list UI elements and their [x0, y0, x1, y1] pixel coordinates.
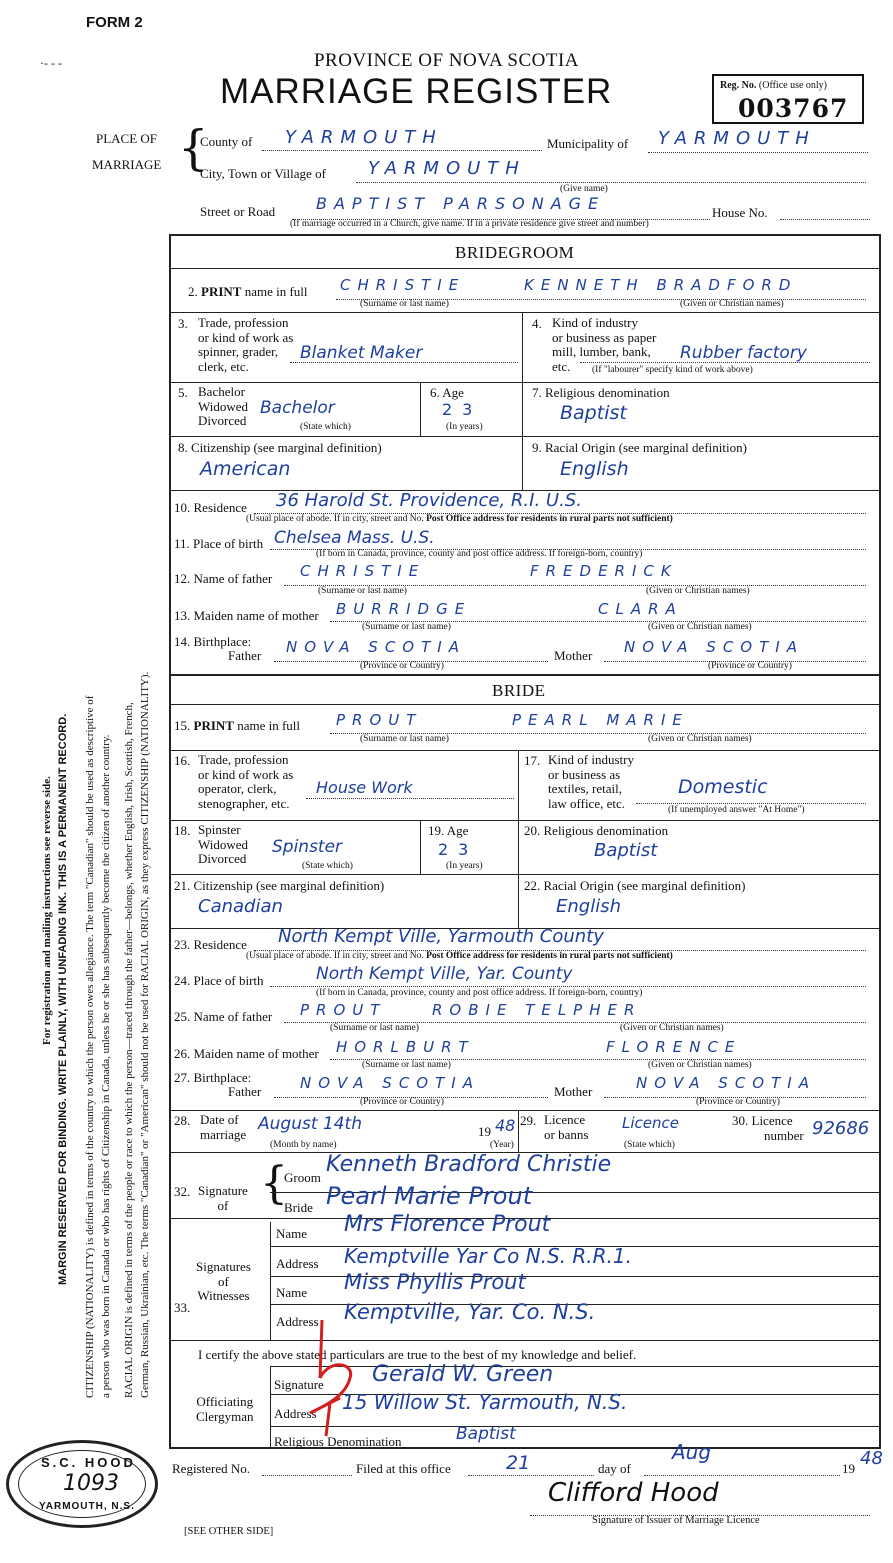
- bride-prov-cap-1: (Province or Country): [360, 1097, 444, 1107]
- groom-father-given: FREDERICK: [530, 562, 678, 580]
- groom-prov-cap-2: (Province or Country): [708, 661, 792, 671]
- county-label: County of: [200, 134, 253, 149]
- groom-father-birthplace: NOVA SCOTIA: [286, 638, 466, 656]
- groom-residence-note: (Usual place of abode. If in city, street and No. Post Office address for residents in rural parts not sufficient): [246, 514, 673, 524]
- bride-racial: English: [556, 896, 621, 917]
- groom-industry: Rubber factory: [680, 343, 807, 363]
- bride-citizenship-label: 21. Citizenship (see marginal definition): [174, 878, 385, 893]
- clergy-address: 15 Willow St. Yarmouth, N.S.: [342, 1390, 628, 1414]
- clergy-label: Officiating Clergyman: [196, 1394, 254, 1424]
- groom-given: KENNETH BRADFORD: [524, 276, 798, 294]
- groom-status: Bachelor: [260, 398, 335, 418]
- witness-label: Signatures of Witnesses: [196, 1259, 251, 1303]
- groom-racial-label: 9. Racial Origin (see marginal definition): [532, 440, 747, 455]
- groom-father-surname: CHRISTIE: [300, 562, 426, 580]
- bride-father-given: ROBIE TELPHER: [432, 1001, 642, 1019]
- bride-age: 23: [438, 840, 479, 859]
- groom-father-given-cap: (Given or Christian names): [646, 586, 750, 596]
- bride-status-label: Spinster Widowed Divorced: [198, 822, 249, 866]
- bride-heading: BRIDE: [492, 681, 546, 700]
- groom-father-bp-label: Father: [228, 648, 262, 663]
- page-title: MARRIAGE REGISTER: [220, 72, 613, 111]
- groom-signature: Kenneth Bradford Christie: [326, 1152, 612, 1177]
- bride-trade-num: 16.: [174, 753, 191, 768]
- groom-mother-birthplace: NOVA SCOTIA: [624, 638, 804, 656]
- groom-age: 23: [442, 400, 483, 419]
- filed-label: Filed at this office: [356, 1461, 451, 1476]
- witness1-name: Mrs Florence Prout: [344, 1212, 551, 1237]
- witness2-name-label: Name: [276, 1285, 308, 1300]
- bride-religion-label: 20. Religious denomination: [524, 823, 669, 838]
- witness1-name-label: Name: [276, 1226, 308, 1241]
- year-caption: (Year): [490, 1140, 514, 1150]
- filed-19: 19: [842, 1461, 855, 1476]
- groom-industry-label: Kind of industry or business as paper mill, lumber, bank, etc.: [552, 315, 657, 374]
- sig-num: 32.: [174, 1184, 191, 1199]
- clergy-address-label: Address: [274, 1406, 317, 1421]
- bride-sig-label: Bride: [284, 1200, 313, 1215]
- groom-mother-label: 13. Maiden name of mother: [174, 608, 319, 623]
- bride-citizenship: Canadian: [198, 896, 283, 917]
- witness1-address-label: Address: [276, 1256, 319, 1271]
- groom-given-caption: (Given or Christian names): [680, 299, 784, 309]
- licence-number: 92686: [812, 1118, 870, 1139]
- street-label: Street or Road: [200, 204, 276, 219]
- bride-industry-num: 17.: [524, 753, 541, 768]
- bride-birth-note: (If born in Canada, province, county and post office address. If foreign-born, country): [316, 988, 643, 998]
- groom-mother-given-cap: (Given or Christian names): [648, 622, 752, 632]
- groom-trade-num: 3.: [178, 316, 188, 331]
- bride-father-given-cap: (Given or Christian names): [620, 1023, 724, 1033]
- bride-birthplace: North Kempt Ville, Yar. County: [316, 964, 573, 984]
- licence-state-which: (State which): [624, 1140, 675, 1150]
- groom-status-num: 5.: [178, 385, 188, 400]
- witness2-address-label: Address: [276, 1314, 319, 1329]
- groom-citizenship: American: [200, 458, 291, 480]
- sig-brace: {: [260, 1158, 288, 1209]
- date-label: Date of marriage: [200, 1112, 247, 1142]
- witness-num: 33.: [174, 1300, 191, 1315]
- bride-given-caption: (Given or Christian names): [648, 734, 752, 744]
- house-label: House No.: [712, 205, 768, 220]
- give-name-note: (Give name): [560, 184, 608, 194]
- bride-father-label: 25. Name of father: [174, 1009, 273, 1024]
- groom-age-label: 6. Age: [430, 385, 464, 400]
- groom-mother-surname: BURRIDGE: [336, 600, 472, 618]
- sig-label: Signature of: [198, 1183, 248, 1213]
- seal-top-text: S.C. HOOD: [41, 1455, 136, 1470]
- issuer-caption: Signature of Issuer of Marriage Licence: [592, 1515, 760, 1526]
- day-of-label: day of: [598, 1461, 631, 1476]
- filed-year: 48: [860, 1448, 883, 1469]
- bride-status-num: 18.: [174, 823, 191, 838]
- municipality-value: YARMOUTH: [658, 128, 816, 149]
- bride-mother-birthplace: NOVA SCOTIA: [636, 1074, 816, 1092]
- bride-trade: House Work: [316, 778, 413, 797]
- county-value: YARMOUTH: [285, 127, 443, 148]
- street-note: (If marriage occurred in a Church, give name. If in a private residence give street and number): [290, 219, 649, 229]
- groom-sig-label: Groom: [284, 1170, 321, 1185]
- margin-line-2: MARGIN RESERVED FOR BINDING. WRITE PLAINLY, WITH UNFADING INK. THIS IS A PERMANENT RECORD.: [57, 713, 69, 1285]
- groom-state-which: (State which): [300, 422, 351, 432]
- form-number: FORM 2: [86, 14, 143, 31]
- margin-line-4: a person who was born in Canada or who has rights of Citizenship in Canada, unless he or she has subsequently become the citizen of another country.: [100, 734, 112, 1398]
- reg-number: 003767: [738, 94, 849, 123]
- bride-mother-given: FLORENCE: [606, 1038, 742, 1056]
- groom-status-label: Bachelor Widowed Divorced: [198, 384, 249, 428]
- clergy-denomination-label: Religious Denomination: [274, 1434, 402, 1449]
- bride-surname: PROUT: [336, 711, 423, 729]
- groom-birth-note: (If born in Canada, province, county and post office address. If foreign-born, country): [316, 549, 643, 559]
- bride-signature: Pearl Marie Prout: [326, 1182, 533, 1210]
- groom-birthplace: Chelsea Mass. U.S.: [274, 528, 435, 548]
- licence-type: Licence: [622, 1114, 679, 1132]
- bride-father-birthplace: NOVA SCOTIA: [300, 1074, 480, 1092]
- groom-name-label: 2. PRINT name in full: [188, 284, 308, 299]
- groom-industry-num: 4.: [532, 316, 542, 331]
- bride-industry-label: Kind of industry or business as textiles, retail, law office, etc.: [548, 752, 634, 811]
- groom-father-label: 12. Name of father: [174, 571, 273, 586]
- month-caption: (Month by name): [270, 1140, 337, 1150]
- groom-citizenship-label: 8. Citizenship (see marginal definition): [178, 440, 382, 455]
- groom-surname: CHRISTIE: [340, 276, 466, 294]
- filed-day: 21: [506, 1452, 531, 1474]
- groom-trade: Blanket Maker: [300, 343, 423, 363]
- groom-trade-label: Trade, profession or kind of work as spinner, grader, clerk, etc.: [198, 315, 294, 374]
- see-other-side: [SEE OTHER SIDE]: [184, 1526, 274, 1537]
- registered-no-label: Registered No.: [172, 1461, 250, 1476]
- bride-racial-label: 22. Racial Origin (see marginal definition): [524, 878, 746, 893]
- bride-mother-surname: HORLBURT: [336, 1038, 475, 1056]
- bride-in-years: (In years): [446, 861, 483, 871]
- bride-birthplace-label: 24. Place of birth: [174, 973, 264, 988]
- groom-racial: English: [560, 458, 629, 480]
- groom-prov-cap-1: (Province or Country): [360, 661, 444, 671]
- decorative-mark: ·- - -: [40, 56, 62, 70]
- bride-religion: Baptist: [594, 840, 658, 861]
- bride-mother-surname-cap: (Surname or last name): [362, 1060, 451, 1070]
- bride-mother-bp-label: Mother: [554, 1084, 593, 1099]
- witness2-address: Kemptville, Yar. Co. N.S.: [344, 1300, 596, 1324]
- margin-line-1: For registration and mailing instructions see reverse side.: [41, 776, 53, 1045]
- groom-residence: 36 Harold St. Providence, R.I. U.S.: [276, 490, 582, 511]
- seal-bottom-text: YARMOUTH, N.S.: [39, 1501, 135, 1512]
- marriage-year: 48: [495, 1116, 516, 1135]
- unemployed-note: (If unemployed answer "At Home"): [668, 805, 805, 815]
- licence-label: Licence or banns: [544, 1112, 589, 1142]
- bride-prov-cap-2: (Province or Country): [696, 1097, 780, 1107]
- issuer-signature: Clifford Hood: [548, 1478, 719, 1508]
- licence-number-label-2: number: [764, 1128, 804, 1143]
- witness2-name: Miss Phyllis Prout: [344, 1270, 526, 1294]
- bride-state-which: (State which): [302, 861, 353, 871]
- margin-line-5: RACIAL ORIGIN is defined in terms of the people or race to which the person—traced through the father—belongs, whether English, Irish, Scottish, French,: [123, 702, 135, 1398]
- city-value: YARMOUTH: [368, 158, 526, 179]
- groom-mother-bp-label: Mother: [554, 648, 593, 663]
- city-label: City, Town or Village of: [200, 166, 326, 181]
- reg-label: Reg. No. (Office use only): [720, 80, 828, 91]
- licence-number-label: 30. Licence: [732, 1113, 793, 1128]
- groom-surname-caption: (Surname or last name): [360, 299, 449, 309]
- bride-residence-label: 23. Residence: [174, 937, 247, 952]
- groom-birthplace-label: 11. Place of birth: [174, 536, 264, 551]
- red-check-mark: [300, 1318, 370, 1438]
- groom-mother-given: CLARA: [598, 600, 683, 618]
- groom-father-surname-cap: (Surname or last name): [318, 586, 407, 596]
- place-label-2: MARRIAGE: [92, 157, 162, 172]
- bride-residence-note: (Usual place of abode. If in city, street and No. Post Office address for residents in rural parts not sufficient): [246, 951, 673, 961]
- bride-industry: Domestic: [678, 776, 768, 798]
- marriage-date: August 14th: [258, 1114, 362, 1134]
- groom-religion: Baptist: [560, 402, 627, 424]
- bride-birthplace27-label: 27. Birthplace:: [174, 1070, 252, 1085]
- bride-given: PEARL MARIE: [512, 711, 689, 729]
- reg-number-box: [712, 74, 864, 124]
- municipality-label: Municipality of: [547, 136, 629, 151]
- clergy-signature: Gerald W. Green: [372, 1362, 554, 1387]
- filed-month: Aug: [672, 1440, 712, 1464]
- official-seal: [6, 1440, 158, 1528]
- marriage-year-19: 19: [478, 1124, 491, 1139]
- certify-statement: I certify the above stated particulars are true to the best of my knowledge and belief.: [198, 1347, 637, 1362]
- place-label-1: PLACE OF: [96, 131, 158, 146]
- licence-num: 29.: [520, 1113, 537, 1128]
- street-value: BAPTIST PARSONAGE: [316, 194, 606, 213]
- bride-age-label: 19. Age: [428, 823, 469, 838]
- province-title: PROVINCE OF NOVA SCOTIA: [313, 50, 580, 71]
- clergy-sig-label: Signature: [274, 1377, 324, 1392]
- bride-father-bp-label: Father: [228, 1084, 262, 1099]
- margin-line-3: CITIZENSHIP (NATIONALITY) is defined in terms of the country to which the person owes allegiance. The term "Canadian" should be used as descriptive of: [84, 695, 96, 1398]
- bride-surname-caption: (Surname or last name): [360, 734, 449, 744]
- witness1-address: Kemptville Yar Co N.S. R.R.1.: [344, 1244, 632, 1268]
- groom-birthplace14-label: 14. Birthplace:: [174, 634, 252, 649]
- groom-residence-label: 10. Residence: [174, 500, 247, 515]
- seal-number: 1093: [63, 1471, 119, 1496]
- bridegroom-heading: BRIDEGROOM: [455, 243, 575, 262]
- bride-mother-label: 26. Maiden name of mother: [174, 1046, 319, 1061]
- groom-in-years: (In years): [446, 422, 483, 432]
- place-brace: {: [178, 120, 209, 176]
- margin-line-6: German, Russian, Ukrainian, etc. The terms "Canadian" or "American" should not be used for RACIAL ORIGIN, as they express CITIZENSHIP (NATIONALITY).: [139, 671, 151, 1398]
- bride-father-surname: PROUT: [300, 1001, 387, 1019]
- bride-mother-given-cap: (Given or Christian names): [648, 1060, 752, 1070]
- clergy-denomination: Baptist: [456, 1424, 516, 1444]
- bride-status: Spinster: [272, 837, 343, 857]
- bride-residence: North Kempt Ville, Yarmouth County: [278, 926, 604, 947]
- bride-trade-label: Trade, profession or kind of work as operator, clerk, stenographer, etc.: [198, 752, 294, 811]
- bride-name-label: 15. PRINT name in full: [174, 718, 301, 733]
- bride-father-surname-cap: (Surname or last name): [330, 1023, 419, 1033]
- groom-mother-surname-cap: (Surname or last name): [362, 622, 451, 632]
- date-num: 28.: [174, 1113, 191, 1128]
- labourer-note: (If "labourer" specify kind of work above): [592, 365, 753, 375]
- groom-religion-label: 7. Religious denomination: [532, 385, 670, 400]
